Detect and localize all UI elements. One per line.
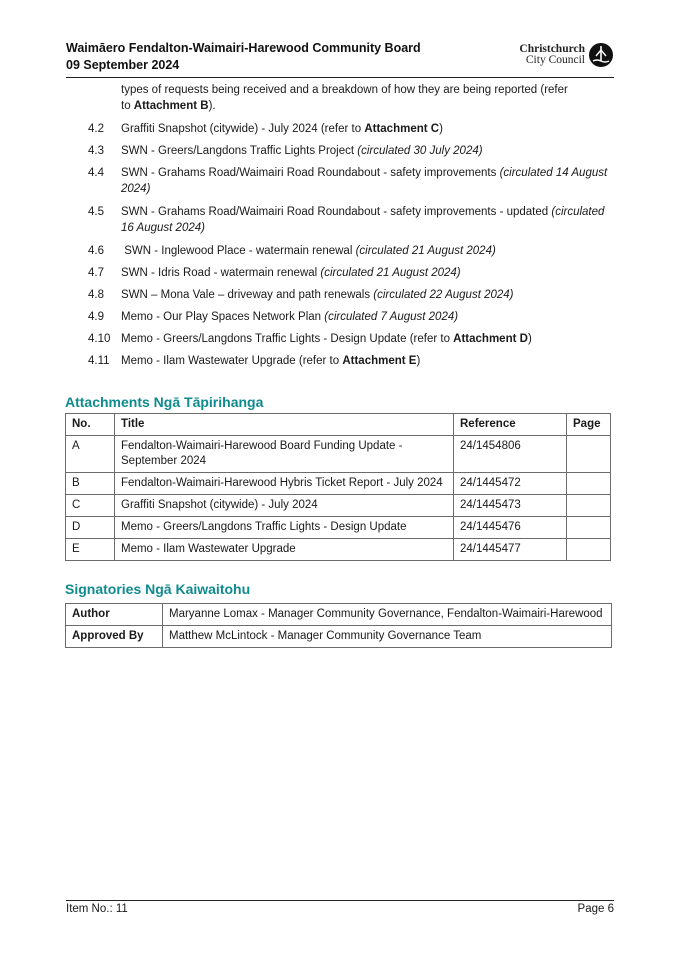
attachment-ref: Attachment B — [133, 100, 209, 112]
column-header: Page — [567, 414, 611, 436]
signatories-table — [65, 603, 612, 648]
table-header-row — [66, 414, 611, 436]
table-row: B Fendalton-Waimairi-Harewood Hybris Ticket Report - July 2024 24/1445472 — [66, 473, 611, 495]
board-name: Waimāero Fendalton-Waimairi-Harewood Community Board — [66, 41, 421, 55]
item-number: Item No.: 11 — [66, 903, 128, 915]
page-footer — [66, 900, 614, 915]
list-item: 4.10 Memo - Greers/Langdons Traffic Lights - Design Update (refer to Attachment D) — [88, 333, 532, 345]
table-row: Author Maryanne Lomax - Manager Community Governance, Fendalton-Waimairi-Harewood — [66, 604, 612, 626]
list-item: 4.5 SWN - Grahams Road/Waimairi Road Roundabout - safety improvements - updated (circulated 16 August 2024) — [88, 206, 605, 234]
column-header: Title — [115, 414, 454, 436]
table-row: A Fendalton-Waimairi-Harewood Board Funding Update - September 2024 24/1454806 — [66, 436, 611, 473]
list-item: 4.8 SWN – Mona Vale – driveway and path renewals (circulated 22 August 2024) — [88, 289, 514, 301]
list-item: 4.3 SWN - Greers/Langdons Traffic Lights Project (circulated 30 July 2024) — [88, 145, 483, 157]
column-header: No. — [66, 414, 115, 436]
list-item: 4.4 SWN - Grahams Road/Waimairi Road Roundabout - safety improvements (circulated 14 August 2024) — [88, 167, 608, 195]
page-header — [66, 40, 614, 76]
table-row: C Graffiti Snapshot (citywide) - July 2024 24/1445473 — [66, 495, 611, 517]
table-row: E Memo - Ilam Wastewater Upgrade 24/1445477 — [66, 539, 611, 561]
attachments-table — [65, 413, 611, 561]
list-item: 4.2 Graffiti Snapshot (citywide) - July 2024 (refer to Attachment C) — [88, 123, 443, 135]
logo-text-line1: Christchurch — [519, 43, 585, 55]
meeting-date: 09 September 2024 — [66, 58, 180, 72]
attachments-heading: Attachments Ngā Tāpirihanga — [65, 394, 264, 410]
signatories-heading: Signatories Ngā Kaiwaitohu — [65, 581, 251, 597]
council-logo — [519, 42, 614, 68]
logo-text-line2: City Council — [525, 54, 585, 66]
table-row: Approved By Matthew McLintock - Manager Community Governance Team — [66, 626, 612, 648]
header-rule — [66, 77, 614, 78]
list-item: 4.11 Memo - Ilam Wastewater Upgrade (refer to Attachment E) — [88, 355, 421, 367]
continued-paragraph: types of requests being received and a breakdown of how they are being reported (refer to Attachment B). — [121, 84, 568, 112]
page-number: Page 6 — [577, 903, 614, 915]
list-item: 4.6 SWN - Inglewood Place - watermain renewal (circulated 21 August 2024) — [88, 245, 496, 257]
list-item: 4.7 SWN - Idris Road - watermain renewal (circulated 21 August 2024) — [88, 267, 461, 279]
table-row: D Memo - Greers/Langdons Traffic Lights - Design Update 24/1445476 — [66, 517, 611, 539]
column-header: Reference — [454, 414, 567, 436]
list-item: 4.9 Memo - Our Play Spaces Network Plan (circulated 7 August 2024) — [88, 311, 459, 323]
council-emblem-icon — [588, 42, 614, 68]
item-list — [64, 82, 614, 375]
